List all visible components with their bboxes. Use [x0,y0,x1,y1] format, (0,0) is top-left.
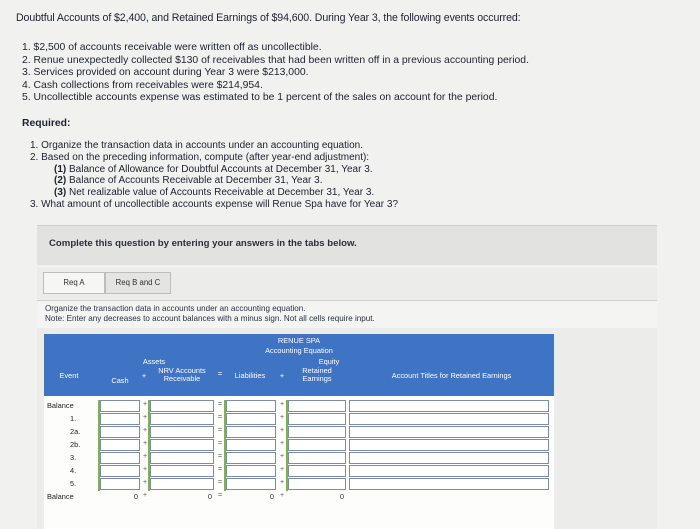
equals-sign: = [217,479,223,486]
liabilities-total: 0 [269,492,274,501]
cash-input[interactable] [100,426,140,438]
nrv-input[interactable] [150,439,214,451]
cash-total: 0 [133,492,138,501]
retained-earnings-input[interactable] [288,400,346,412]
equals-sign: = [217,453,223,460]
account-title-input[interactable] [349,465,549,477]
event-header: Event [59,371,79,380]
sub-req-text: Balance of Accounts Receivable at December 31, Year 3. [66,175,323,187]
sub-req-text: Balance of Allowance for Doubtful Accounts at December 31, Year 3. [66,163,373,175]
plus-sign: + [142,479,148,486]
row-label: 3. [70,453,77,462]
liabilities-column-marker [224,400,226,491]
equals-sign: = [217,401,223,408]
tab-req-b-and-c[interactable]: Req B and C [105,272,171,294]
equals-sign: = [217,414,223,421]
row-label: 4. [70,466,77,475]
instruction-note: Note: Enter any decreases to account balances with a minus sign. Not all cells require input. [45,313,375,323]
cash-input[interactable] [100,413,140,425]
sub-req-number: (3) [54,187,67,199]
equals-header-sign: = [217,369,223,378]
plus-sign: + [142,440,148,447]
nrv-input[interactable] [150,426,214,438]
account-title-input[interactable] [349,452,549,464]
cash-input[interactable] [100,452,140,464]
sub-requirement [30,187,398,199]
assets-header: Assets [142,357,166,366]
cash-column-marker [98,400,100,491]
company-name: RENUE SPA [277,336,321,345]
liabilities-header: Liabilities [234,371,266,380]
row-label: 2b. [70,440,81,449]
retained-earnings-input[interactable] [288,439,346,451]
row-label: Balance [47,401,74,410]
requirement-item: 3. What amount of uncollectible accounts expense will Renue Spa have for Year 3? [30,198,399,210]
liabilities-input[interactable] [226,439,276,451]
cash-input[interactable] [100,478,140,490]
sheet-header [44,334,554,396]
retained-earnings-input[interactable] [288,452,346,464]
retained-column-marker [286,400,288,491]
equals-sign: = [217,440,223,447]
requirement-item: 2. Based on the preceding information, compute (after year-end adjustment): [30,151,370,163]
retained-earnings-header [286,367,348,383]
retained-header-line2: Earnings [302,374,332,383]
plus-sign: + [279,453,285,460]
retained-earnings-total: 0 [339,492,344,501]
nrv-input[interactable] [150,452,214,464]
plus-sign: + [142,466,148,473]
equals-sign: = [217,466,223,473]
plus-sign: + [279,479,285,486]
question-instruction: Complete this question by entering your answers in the tabs below. [49,238,357,249]
cash-input[interactable] [100,439,140,451]
plus-sign: + [279,466,285,473]
equals-sign: = [217,492,223,499]
equals-sign: = [217,427,223,434]
plus-sign: + [142,427,148,434]
sub-requirement [30,164,398,176]
account-title-input[interactable] [349,439,549,451]
retained-earnings-input[interactable] [288,426,346,438]
requirements-list [30,140,398,211]
plus-header-sign-2: + [279,371,285,380]
tab-req-a[interactable]: Req A [43,272,105,294]
sub-req-number: (2) [54,175,67,187]
nrv-column-marker [148,400,150,491]
cash-input[interactable] [100,400,140,412]
plus-header-sign: + [141,371,147,380]
nrv-input[interactable] [150,465,214,477]
nrv-input[interactable] [150,478,214,490]
instruction-line: Organize the transaction data in accounts under an accounting equation. [45,304,306,313]
retained-earnings-input[interactable] [288,465,346,477]
account-title-input[interactable] [349,413,549,425]
account-titles-header: Account Titles for Retained Earnings [391,371,512,380]
plus-sign: + [279,492,285,499]
accounting-equation-sheet [44,334,554,529]
row-label: 2a. [70,427,81,436]
instructions [45,304,375,323]
account-title-input[interactable] [349,426,549,438]
plus-sign: + [142,453,148,460]
problem-intro: Doubtful Accounts of $2,400, and Retained Earnings of $94,600. During Year 3, the following events occurred: [16,12,521,24]
liabilities-input[interactable] [226,426,276,438]
liabilities-input[interactable] [226,400,276,412]
plus-sign: + [142,414,148,421]
plus-sign: + [279,427,285,434]
plus-sign: + [279,414,285,421]
plus-sign: + [142,492,148,499]
required-heading: Required: [22,118,71,129]
row-label: Balance [47,492,74,501]
nrv-total: 0 [207,492,212,501]
liabilities-input[interactable] [226,452,276,464]
cash-header: Cash [111,376,129,385]
event-item: 5. Uncollectible accounts expense was estimated to be 1 percent of the sales on account for the period. [22,92,498,104]
nrv-input[interactable] [150,413,214,425]
sub-requirement [30,175,398,187]
liabilities-input[interactable] [226,465,276,477]
nrv-input[interactable] [150,400,214,412]
equity-header: Equity [318,357,340,366]
events-list [22,42,529,105]
question-instruction-box [37,225,657,265]
event-item: 4. Cash collections from receivables were $214,954. [22,79,263,91]
sub-req-number: (1) [54,163,67,175]
plus-sign: + [142,401,148,408]
nrv-header-line1: NRV Accounts [158,366,206,375]
requirement-item: 1. Organize the transaction data in accounts under an accounting equation. [30,140,364,151]
nrv-header [148,367,216,383]
sub-req-text: Net realizable value of Accounts Receivable at December 31, Year 3. [66,187,375,199]
retained-earnings-input[interactable] [288,478,346,490]
retained-earnings-input[interactable] [288,413,346,425]
account-title-input[interactable] [349,478,549,490]
retained-header-line1: Retained [302,366,332,375]
liabilities-input[interactable] [226,478,276,490]
row-label: 1. [70,414,77,423]
event-item: 2. Renue unexpectedly collected $130 of receivables that had been written off in a previous accounting period. [22,54,529,66]
row-label: 5. [70,479,77,488]
answer-panel [37,268,657,529]
event-item: 1. $2,500 of accounts receivable were written off as uncollectible. [22,42,322,53]
liabilities-input[interactable] [226,413,276,425]
sheet-subtitle: Accounting Equation [265,346,333,355]
event-item: 3. Services provided on account during Year 3 were $213,000. [22,67,309,79]
nrv-header-line2: Receivable [163,374,201,383]
plus-sign: + [279,401,285,408]
cash-input[interactable] [100,465,140,477]
plus-sign: + [279,440,285,447]
account-title-input[interactable] [349,400,549,412]
